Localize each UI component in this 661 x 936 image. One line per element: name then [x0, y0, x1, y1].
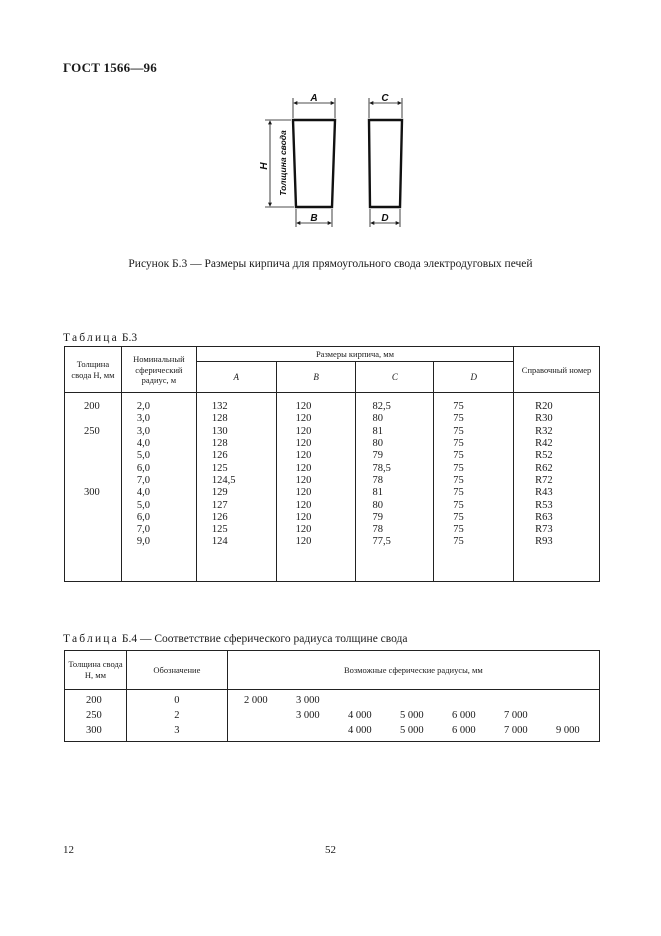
b4-radius-value: 3 000 [296, 710, 320, 721]
tapered-brick-shape [293, 120, 335, 207]
header-ref: Справочный номер [514, 347, 600, 393]
header-b: B [276, 362, 356, 393]
table-b4-title [63, 633, 408, 645]
cell-d-9: 75 [453, 511, 464, 523]
page-number-center: 52 [325, 844, 336, 856]
cell-a-1: 128 [211, 413, 228, 425]
cell-b-9: 120 [295, 511, 312, 523]
cell-c-0: 82,5 [372, 401, 391, 413]
b4-radii-cell [227, 708, 599, 723]
cell-b-8: 120 [295, 499, 312, 511]
header-a: A [196, 362, 276, 393]
dim-label-b: B [310, 213, 318, 224]
dim-label-d: D [381, 213, 389, 224]
header-sizes: Размеры кирпича, мм [196, 347, 513, 362]
b4-radius-value: 6 000 [452, 710, 476, 721]
cell-a-3: 128 [211, 438, 228, 450]
cell-c-7: 81 [372, 487, 383, 499]
cell-thickness-1 [84, 413, 121, 425]
figure-caption: Рисунок Б.3 — Размеры кирпича для прямоугольного свода электродуговых печей [128, 258, 533, 270]
cell-c-8: 80 [372, 499, 383, 511]
b4-radii-cell [227, 690, 599, 709]
cell-c-2: 81 [372, 425, 383, 437]
table-b4-title-rest: Б.4 — Соответствие сферического радиуса толщине свода [121, 633, 408, 645]
cell-d-2: 75 [453, 425, 464, 437]
cell-radius-10: 7,0 [136, 524, 151, 536]
table-row [65, 690, 600, 709]
b4-radius-value: 4 000 [348, 710, 372, 721]
straight-brick-shape [369, 120, 402, 207]
cell-thickness-6 [84, 475, 121, 487]
col-c [356, 393, 434, 582]
cell-c-1: 80 [372, 413, 383, 425]
cell-b-11: 120 [295, 536, 312, 548]
col-a [196, 393, 276, 582]
cell-thickness-3 [84, 438, 121, 450]
cell-a-7: 129 [211, 487, 228, 499]
b4-radius-value: 5 000 [400, 710, 424, 721]
cell-a-6: 124,5 [211, 474, 236, 486]
b4-radius-value: 9 000 [556, 725, 580, 736]
col-d [434, 393, 514, 582]
cell-b-1: 120 [295, 413, 312, 425]
table-b3-title-prefix: Таблица [63, 332, 119, 344]
cell-d-7: 75 [453, 487, 464, 499]
cell-thickness-7: 300 [84, 487, 100, 499]
cell-c-11: 77,5 [372, 536, 391, 548]
cell-d-11: 75 [453, 536, 464, 548]
cell-d-4: 75 [453, 450, 464, 462]
dim-label-c: C [381, 93, 389, 104]
b4-radius-value: 7 000 [504, 710, 528, 721]
cell-ref-9: R63 [535, 511, 553, 523]
cell-d-3: 75 [453, 438, 464, 450]
cell-ref-8: R53 [535, 499, 553, 511]
cell-a-4: 126 [211, 450, 228, 462]
cell-b-5: 120 [295, 462, 312, 474]
cell-b-3: 120 [295, 438, 312, 450]
b4-designation-cell: 0 [126, 690, 227, 709]
b4-radius-value: 6 000 [452, 725, 476, 736]
document-header: ГОСТ 1566—96 [63, 60, 157, 75]
cell-ref-1: R30 [535, 413, 553, 425]
table-b3 [64, 346, 600, 582]
cell-a-5: 125 [211, 462, 228, 474]
col-thickness [65, 393, 122, 582]
cell-d-8: 75 [453, 499, 464, 511]
cell-ref-6: R72 [535, 474, 553, 486]
cell-thickness-2: 250 [84, 425, 100, 437]
cell-d-10: 75 [453, 524, 464, 536]
table-row [65, 708, 600, 723]
cell-thickness-5 [84, 463, 121, 475]
cell-radius-2: 3,0 [136, 425, 151, 437]
header-c: C [356, 362, 434, 393]
cell-c-10: 78 [372, 524, 383, 536]
cell-a-10: 125 [211, 524, 228, 536]
cell-b-6: 120 [295, 474, 312, 486]
cell-a-11: 124 [211, 536, 228, 548]
cell-thickness-10 [84, 524, 121, 536]
cell-d-5: 75 [453, 462, 464, 474]
cell-ref-3: R42 [535, 438, 553, 450]
cell-ref-4: R52 [535, 450, 553, 462]
cell-a-0: 132 [211, 401, 228, 413]
page-number-left: 12 [63, 844, 74, 856]
cell-b-7: 120 [295, 487, 312, 499]
b4-thickness-cell: 200 [65, 690, 127, 709]
cell-radius-1: 3,0 [136, 413, 151, 425]
cell-thickness-8 [84, 500, 121, 512]
b4-designation-cell: 2 [126, 708, 227, 723]
cell-ref-5: R62 [535, 462, 553, 474]
b4-radius-value: 4 000 [348, 725, 372, 736]
cell-radius-6: 7,0 [136, 474, 151, 486]
b4-header-designation: Обозначение [126, 651, 227, 690]
col-radius [121, 393, 196, 582]
cell-ref-11: R93 [535, 536, 553, 548]
cell-thickness-11 [84, 536, 121, 548]
cell-radius-0: 2,0 [136, 401, 151, 413]
col-b [276, 393, 356, 582]
b4-radius-value: 2 000 [244, 695, 268, 706]
cell-b-4: 120 [295, 450, 312, 462]
b4-header-radii: Возможные сферические радиусы, мм [227, 651, 599, 690]
cell-radius-9: 6,0 [136, 511, 151, 523]
b4-radius-value: 5 000 [400, 725, 424, 736]
table-row [65, 723, 600, 742]
cell-thickness-9 [84, 512, 121, 524]
cell-c-4: 79 [372, 450, 383, 462]
cell-ref-7: R43 [535, 487, 553, 499]
b4-header-thickness: Толщина свода H, мм [65, 651, 127, 690]
cell-thickness-0: 200 [84, 401, 100, 413]
b4-radius-value: 3 000 [296, 695, 320, 706]
cell-c-6: 78 [372, 474, 383, 486]
header-radius: Номинальный сферический радиус, м [121, 347, 196, 393]
cell-ref-0: R20 [535, 401, 553, 413]
cell-radius-7: 4,0 [136, 487, 151, 499]
cell-b-10: 120 [295, 524, 312, 536]
b4-radii-cell [227, 723, 599, 742]
cell-d-6: 75 [453, 474, 464, 486]
cell-radius-5: 6,0 [136, 462, 151, 474]
cell-radius-4: 5,0 [136, 450, 151, 462]
cell-a-9: 126 [211, 511, 228, 523]
b4-thickness-cell: 300 [65, 723, 127, 742]
header-thickness: Толщина свода H, мм [65, 347, 122, 393]
cell-b-0: 120 [295, 401, 312, 413]
header-d: D [434, 362, 514, 393]
thickness-label: Толщина свода [278, 130, 288, 196]
col-ref [514, 393, 600, 582]
cell-ref-10: R73 [535, 524, 553, 536]
cell-a-8: 127 [211, 499, 228, 511]
cell-d-1: 75 [453, 413, 464, 425]
cell-b-2: 120 [295, 425, 312, 437]
table-b4-title-prefix: Таблица [63, 633, 119, 645]
cell-c-9: 79 [372, 511, 383, 523]
cell-radius-11: 9,0 [136, 536, 151, 548]
brick-dimensions-figure [255, 90, 415, 230]
table-b3-title-number: Б.3 [121, 332, 138, 344]
cell-a-2: 130 [211, 425, 228, 437]
dim-label-a: A [310, 93, 318, 104]
b4-thickness-cell: 250 [65, 708, 127, 723]
b4-designation-cell: 3 [126, 723, 227, 742]
cell-d-0: 75 [453, 401, 464, 413]
table-b4 [64, 650, 600, 742]
cell-c-5: 78,5 [372, 462, 391, 474]
dim-label-h: H [259, 162, 270, 170]
cell-c-3: 80 [372, 438, 383, 450]
b4-radius-value: 7 000 [504, 725, 528, 736]
cell-thickness-4 [84, 450, 121, 462]
cell-radius-8: 5,0 [136, 499, 151, 511]
cell-ref-2: R32 [535, 425, 553, 437]
table-b3-title [63, 332, 137, 344]
cell-radius-3: 4,0 [136, 438, 151, 450]
